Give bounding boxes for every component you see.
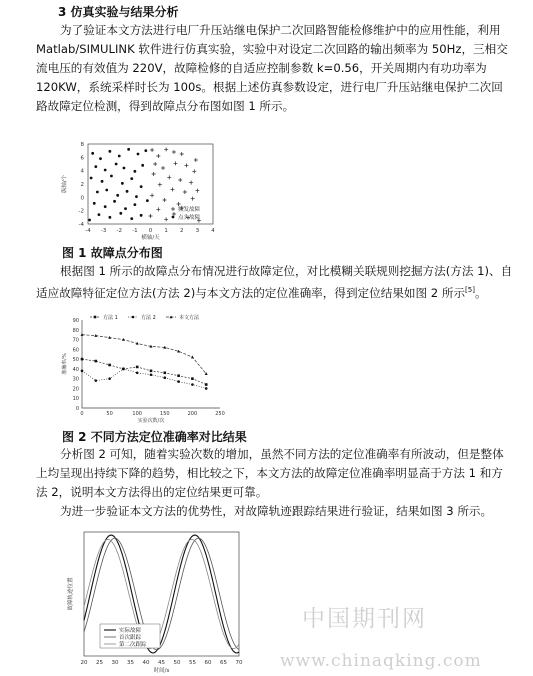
data-point-dot [144,149,147,152]
data-point-plus [172,150,176,154]
data-point-square [108,364,111,367]
legend-label: 本文方法 [179,315,200,321]
data-point-dot [137,153,140,156]
x-tick-label: -1 [132,228,138,234]
data-point-plus [149,214,153,218]
y-axis-label: 准确率/% [62,353,68,375]
legend-marker-plus [171,207,175,211]
y-tick-label: 6 [80,155,84,162]
x-tick-label: 30 [111,660,119,666]
data-point-dot [115,163,118,166]
data-point-plus [164,217,168,221]
data-point-square [177,374,180,377]
legend-marker-square [94,316,97,319]
y-tick-label: 70 [72,337,79,344]
data-point-square [150,370,153,373]
y-tick-label: 4 [80,168,84,175]
x-tick-label: 45 [158,660,165,666]
x-tick-label: 70 [235,660,243,666]
data-point-dot [81,370,84,373]
y-tick-label: 40 [72,366,79,373]
legend-label: 方法 1 [103,315,118,321]
legend-label: 频发故障 [178,207,201,213]
data-point-dot [130,217,133,220]
data-point-dot [133,170,136,173]
data-point-dot [91,152,94,155]
x-tick-label: 40 [142,660,150,666]
data-point-plus [177,202,181,206]
figure-2-caption: 图 2 不同方法定位准确率对比结果 [62,430,247,444]
data-point-plus [164,147,168,151]
data-point-square [205,383,208,386]
reference-mark: [5] [465,286,475,294]
y-tick-label: 50 [72,357,79,364]
y-tick-label: 2 [80,182,84,188]
data-point-plus [184,163,188,167]
data-point-plus [172,212,176,216]
x-axis-label: 实验次数/次 [137,418,165,424]
x-tick-label: 2 [180,228,184,234]
data-point-plus [180,152,184,156]
data-point-square [136,366,139,369]
data-point-dot [110,175,113,178]
y-tick-label: 30 [72,376,79,383]
data-point-plus [167,175,171,179]
data-point-plus [163,198,167,202]
x-tick-label: 50 [106,411,113,417]
data-point-dot [126,190,129,193]
data-point-dot [95,379,98,382]
data-point-plus [178,178,182,182]
x-tick-label: 20 [80,660,88,666]
data-point-dot [191,383,194,386]
x-axis-label: 时间/s [153,668,170,673]
y-axis-label: 故障轨迹位置 [68,577,74,611]
x-tick-label: -2 [116,228,122,234]
data-point-dot [122,368,125,371]
series-line [82,369,206,389]
y-tick-label: 8 [80,142,84,148]
figure-3-trajectory-chart [60,528,250,673]
data-point-square [191,377,194,380]
paragraph-2 [36,262,514,303]
figure-2-line-chart [60,310,228,426]
data-point-dot [104,205,107,208]
y-tick-label: 20 [72,386,79,393]
data-point-dot [124,207,127,210]
data-point-dot [136,372,139,375]
x-tick-label: 35 [127,660,134,666]
x-tick-label: 0 [80,411,84,417]
data-point-dot [104,169,107,172]
x-axis-label: 横轴/天 [141,235,160,240]
data-point-plus [153,162,157,166]
data-point-plus [195,189,199,193]
data-point-plus [161,166,165,170]
y-tick-label: -4 [78,222,84,228]
data-point-plus [156,154,160,158]
data-point-dot [205,387,208,390]
data-point-dot [141,164,144,167]
data-point-dot [98,213,101,216]
data-point-triangle [191,356,194,359]
x-tick-label: -4 [85,228,91,234]
plot-axes [82,320,220,408]
data-point-dot [140,185,143,188]
x-tick-label: 3 [195,228,200,234]
data-point-dot [94,165,97,168]
data-point-dot [119,212,122,215]
y-tick-label: 90 [72,318,79,324]
legend-label: 实际故障 [119,628,142,634]
data-point-dot [113,200,116,203]
paragraph-4: 为进一步验证本文方法的优势性，对故障轨迹跟踪结果进行验证，结果如图 3 所示。 [60,504,493,518]
legend-label: 第二次跟踪 [119,642,147,648]
x-tick-label: 60 [204,660,212,666]
y-tick-label: 10 [72,396,79,403]
data-point-plus [150,148,154,152]
x-tick-label: 25 [96,660,103,666]
x-tick-label: 100 [132,411,142,417]
data-point-dot [150,373,153,376]
data-point-plus [150,193,154,197]
data-point-plus [192,169,196,173]
data-point-dot [127,148,130,151]
x-tick-label: 50 [173,660,181,666]
y-tick-label: 80 [72,327,79,334]
legend-label: 方法 2 [141,315,156,321]
data-point-dot [140,214,143,217]
data-point-dot [146,199,149,202]
y-tick-label: 0 [80,195,84,202]
watermark-url: www.chinaqking.com [280,651,482,671]
x-tick-label: 4 [211,228,215,234]
data-point-square [81,358,84,361]
data-point-dot [96,191,99,194]
data-point-dot [116,194,119,197]
paragraph-1: 为了验证本文方法进行电厂升压站继电保护二次回路智能检修维护中的应用性能，利用 Matlab/SIMULINK 软件进行仿真实验，实验中对设定二次回路的输出频率为 50Hz，三相交流电压的有效值为 220V，故障检修的自适应控制参数 k=0.56，开关周期内有功功率为 120KW，系统采样时长为 100s。根据上述仿真参数设定，进行电厂升压站继电保护二次回路故障定位检测，得到故障点分布图如图 1 所示。 [36,23,508,113]
y-tick-label: 60 [72,347,79,354]
data-point-dot [135,195,138,198]
legend-label: 点头故障 [178,215,201,221]
data-point-dot [88,219,91,222]
x-tick-label: 1 [164,228,168,234]
data-point-plus [152,172,156,176]
paragraph-2-text: 根据图 1 所示的故障点分布情况进行故障定位，对比模糊关联规则挖掘方法(方法 1)、自适应故障特征定位方法(方法 2)与本文方法的定位准确率，得到定位结果如图 2 所示 [36,264,513,300]
data-point-plus [158,183,162,187]
data-point-dot [101,180,104,183]
data-point-plus [189,181,193,185]
series-line [82,335,206,374]
section-heading: 3 仿真实验与结果分析 [58,5,179,19]
series-line [82,359,206,384]
legend-marker-dot [172,216,175,219]
y-tick-label: 0 [75,406,79,412]
data-point-dot [108,150,111,153]
data-point-dot [108,216,111,219]
x-tick-label: 150 [160,411,170,417]
figure-1-scatter [58,138,223,240]
data-point-dot [177,380,180,383]
data-point-dot [130,177,133,180]
x-tick-label: 55 [189,660,196,666]
data-point-plus [194,158,198,162]
data-point-dot [99,157,102,160]
data-point-plus [156,207,160,211]
y-axis-label: 纵轴/个 [62,174,68,194]
data-point-dot [121,182,124,185]
x-tick-label: 65 [220,660,227,666]
x-tick-label: 200 [187,411,198,417]
paragraph-2-end: 。 [474,285,487,300]
data-point-dot [90,177,93,180]
x-tick-label: 250 [215,411,225,417]
figure-1-caption: 图 1 故障点分布图 [62,246,163,260]
data-point-square [164,372,167,375]
x-tick-label: -3 [100,228,107,234]
data-point-square [95,360,98,363]
paragraph-3: 分析图 2 可知，随着实验次数的增加，虽然不同方法的定位准确率有所波动，但是整体上均呈现出持续下降的趋势，相比较之下，本文方法的故障定位准确率明显高于方法 1 和方法 2，说明本文方法得出的定位结果更可靠。 [36,447,504,499]
data-point-dot [93,202,96,205]
data-point-plus [174,161,178,165]
watermark-cn: 中国期刊网 [302,606,427,632]
data-point-plus [170,187,174,191]
data-point-dot [105,189,108,192]
y-tick-label: -2 [78,208,84,215]
data-point-dot [118,155,121,158]
data-point-dot [123,167,126,170]
legend-label: 首次跟踪 [119,635,142,641]
data-point-plus [183,190,187,194]
data-point-plus [191,197,195,201]
data-point-dot [133,203,136,206]
x-tick-label: 0 [148,228,153,234]
legend-marker-dot [132,316,135,319]
data-point-dot [108,377,111,380]
data-point-dot [164,376,167,379]
